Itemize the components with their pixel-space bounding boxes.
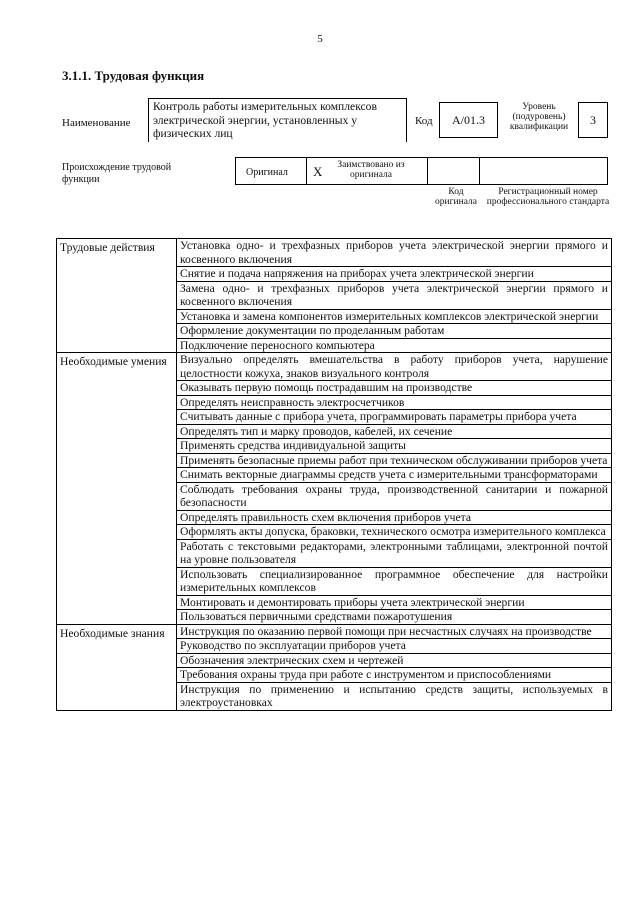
item-cell: Руководство по эксплуатации приборов учета	[177, 639, 612, 654]
item-cell: Визуально определять вмешательства в работу приборов учета, нарушение целостности кожуха, знаков визуального контроля	[177, 353, 612, 381]
category-cell: Необходимые знания	[57, 624, 177, 710]
item-cell: Применять средства индивидуальной защиты	[177, 439, 612, 454]
reg-number-label: Регистрационный номер профессионального стандарта	[486, 187, 610, 207]
item-cell: Инструкция по оказанию первой помощи при несчастных случаях на производстве	[177, 624, 612, 639]
table-row	[57, 239, 612, 267]
divider	[306, 158, 307, 184]
item-cell: Применять безопасные приемы работ при техническом обслуживании приборов учета	[177, 453, 612, 468]
item-cell: Определять неисправность электросчетчиков	[177, 395, 612, 410]
code-label: Код	[415, 115, 433, 127]
item-cell: Инструкция по применению и испытанию средств защиты, используемых в электроустановках	[177, 682, 612, 710]
item-cell: Монтировать и демонтировать приборы учета электрической энергии	[177, 595, 612, 610]
level-value: 3	[578, 102, 608, 138]
level-label: Уровень (подуровень) квалификации	[509, 102, 569, 132]
divider	[427, 158, 428, 184]
category-cell: Трудовые действия	[57, 239, 177, 353]
original-mark: X	[313, 164, 323, 179]
item-cell: Определять тип и марку проводов, кабелей, их сечение	[177, 424, 612, 439]
name-label: Наименование	[62, 117, 131, 129]
item-cell: Установка одно- и трехфазных приборов учета электрической энергии прямого и косвенного включения	[177, 239, 612, 267]
table-row	[57, 624, 612, 639]
item-cell: Определять правильность схем включения приборов учета	[177, 510, 612, 525]
item-cell: Замена одно- и трехфазных приборов учета электрической энергии прямого и косвенного включения	[177, 281, 612, 309]
original-label: Оригинал	[246, 167, 288, 178]
item-cell: Требования охраны труда при работе с инструментом и приспособлениями	[177, 668, 612, 683]
item-cell: Использовать специализированное программное обеспечение для настройки измерительных комплексов	[177, 567, 612, 595]
item-cell: Подключение переносного компьютера	[177, 338, 612, 353]
item-cell: Работать с текстовыми редакторами, электронными таблицами, электронной почтой на уровне пользователя	[177, 539, 612, 567]
origin-box	[235, 157, 608, 185]
code-value: A/01.3	[439, 102, 498, 138]
item-cell: Снимать векторные диаграммы средств учета с измерительными трансформаторами	[177, 468, 612, 483]
item-cell: Оказывать первую помощь пострадавшим на производстве	[177, 381, 612, 396]
borrowed-label: Заимствовано из оригинала	[337, 160, 405, 180]
item-cell: Считывать данные с прибора учета, программировать параметры прибора учета	[177, 410, 612, 425]
origin-label: Происхождение трудовой функции	[62, 162, 172, 185]
divider	[479, 158, 480, 184]
code-original-label: Код оригинала	[435, 187, 477, 207]
function-table	[56, 238, 612, 711]
item-cell: Обозначения электрических схем и чертежей	[177, 653, 612, 668]
item-cell: Оформлять акты допуска, браковки, технического осмотра измерительного комплекса	[177, 525, 612, 540]
name-value: Контроль работы измерительных комплексов электрической энергии, установленных у физических лиц	[148, 98, 407, 142]
category-cell: Необходимые умения	[57, 353, 177, 625]
item-cell: Установка и замена компонентов измерительных комплексов электрической энергии	[177, 309, 612, 324]
table-row	[57, 353, 612, 381]
item-cell: Оформление документации по проделанным работам	[177, 324, 612, 339]
item-cell: Снятие и подача напряжения на приборах учета электрической энергии	[177, 267, 612, 282]
section-title: 3.1.1. Трудовая функция	[62, 68, 205, 83]
item-cell: Пользоваться первичными средствами пожаротушения	[177, 610, 612, 625]
page-number: 5	[317, 33, 323, 45]
item-cell: Соблюдать требования охраны труда, производственной санитарии и пожарной безопасности	[177, 482, 612, 510]
